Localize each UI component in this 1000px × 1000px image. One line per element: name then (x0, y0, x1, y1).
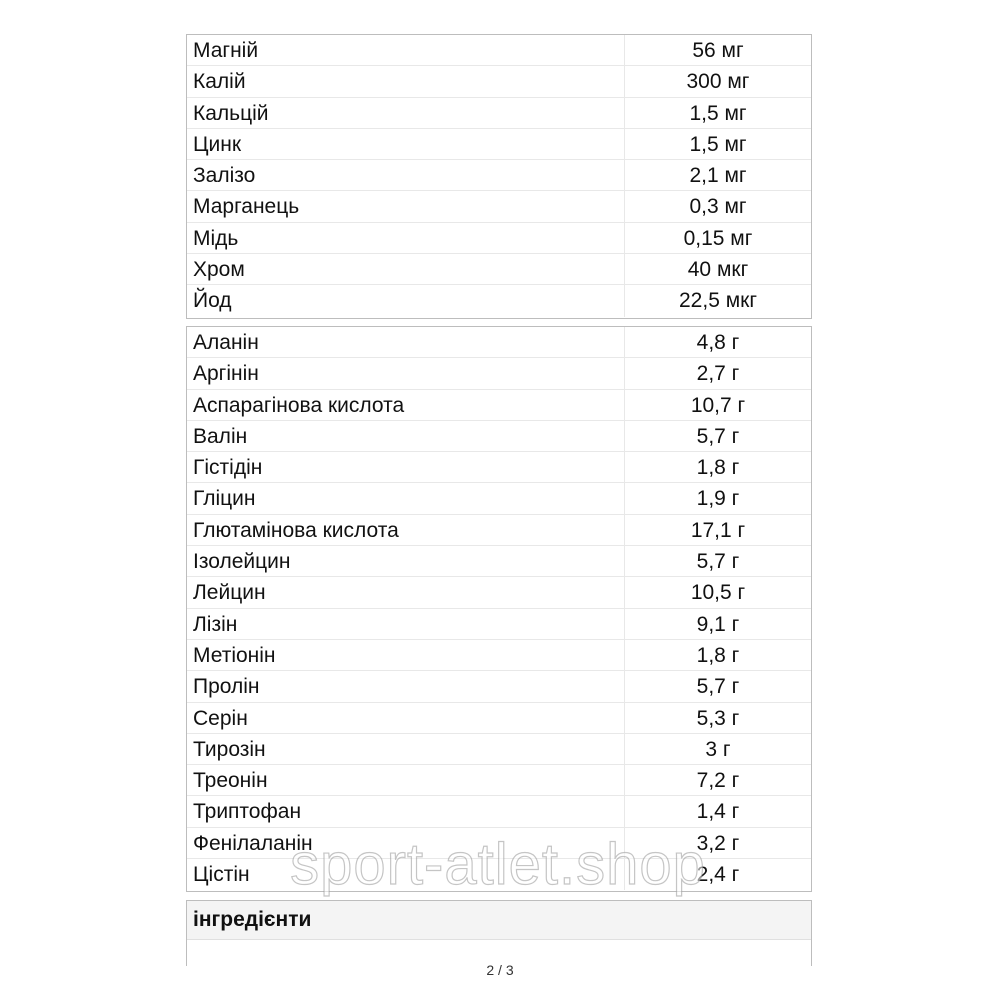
amino-acid-row (187, 546, 811, 577)
nutrient-name: Аргінін (187, 358, 625, 388)
amino-acids-table (186, 326, 812, 892)
mineral-row (187, 66, 811, 97)
nutrient-name: Магній (187, 35, 625, 65)
nutrient-value: 9,1 г (696, 612, 740, 636)
watermark: sport-atlet.shop (290, 832, 706, 897)
nutrient-name: Гістідін (187, 452, 625, 482)
nutrient-value: 1,8 г (696, 643, 740, 667)
nutrient-name: Глютамінова кислота (187, 515, 625, 545)
amino-acid-row (187, 671, 811, 702)
mineral-row (187, 223, 811, 254)
amino-acid-row (187, 765, 811, 796)
nutrient-value: 3 г (705, 737, 731, 761)
nutrient-name: Залізо (187, 160, 625, 190)
amino-acid-row (187, 640, 811, 671)
nutrient-name: Лізін (187, 609, 625, 639)
amino-acid-row (187, 796, 811, 827)
nutrient-name: Лейцин (187, 577, 625, 607)
nutrient-name: Кальцій (187, 98, 625, 128)
nutrient-value: 1,4 г (696, 800, 740, 824)
amino-acid-row (187, 703, 811, 734)
nutrient-name: Триптофан (187, 796, 625, 826)
mineral-row (187, 254, 811, 285)
page-indicator: 2 / 3 (486, 962, 514, 978)
nutrient-name: Аланін (187, 327, 625, 357)
nutrient-value: 2,7 г (696, 362, 740, 386)
mineral-row (187, 98, 811, 129)
amino-acid-row (187, 515, 811, 546)
mineral-row (187, 285, 811, 316)
nutrient-value: 7,2 г (696, 769, 740, 793)
amino-acid-row (187, 859, 811, 890)
amino-acid-row (187, 452, 811, 483)
nutrient-value: 22,5 мкг (679, 289, 757, 313)
amino-acid-row (187, 577, 811, 608)
nutrient-value: 300 мг (686, 70, 750, 94)
ingredients-section (186, 900, 812, 966)
nutrient-name: Серін (187, 703, 625, 733)
ingredients-heading: інгредієнти (187, 901, 811, 940)
amino-acid-row (187, 327, 811, 358)
nutrient-name: Метіонін (187, 640, 625, 670)
nutrient-value: 5,7 г (696, 424, 740, 448)
amino-acid-row (187, 421, 811, 452)
nutrient-name: Хром (187, 254, 625, 284)
amino-acid-row (187, 483, 811, 514)
nutrient-name: Цістін (187, 859, 625, 890)
amino-acid-row (187, 828, 811, 859)
nutrient-value: 56 мг (692, 39, 744, 62)
amino-acid-row (187, 358, 811, 389)
nutrient-value: 2,4 г (696, 863, 740, 887)
nutrient-value: 3,2 г (696, 831, 740, 855)
amino-acid-row (187, 390, 811, 421)
nutrient-name: Йод (187, 285, 625, 316)
nutrient-value: 1,9 г (696, 487, 740, 511)
amino-acid-row (187, 609, 811, 640)
nutrient-value: 40 мкг (687, 258, 749, 282)
nutrient-value: 5,3 г (696, 706, 740, 730)
nutrient-value: 0,15 мг (683, 226, 753, 250)
nutrient-value: 10,7 г (690, 393, 746, 417)
mineral-row (187, 129, 811, 160)
nutrient-name: Аспарагінова кислота (187, 390, 625, 420)
mineral-row (187, 160, 811, 191)
nutrient-value: 0,3 мг (689, 195, 747, 219)
mineral-row (187, 191, 811, 222)
nutrient-value: 5,7 г (696, 550, 740, 574)
nutrient-name: Валін (187, 421, 625, 451)
nutrient-value: 4,8 г (696, 331, 740, 354)
nutrient-name: Треонін (187, 765, 625, 795)
nutrient-value: 1,8 г (696, 456, 740, 480)
nutrient-name: Ізолейцин (187, 546, 625, 576)
nutrient-name: Пролін (187, 671, 625, 701)
nutrient-name: Фенілаланін (187, 828, 625, 858)
nutrient-value: 1,5 мг (689, 132, 747, 156)
nutrient-value: 17,1 г (690, 518, 746, 542)
nutrient-name: Гліцин (187, 483, 625, 513)
nutrient-name: Калій (187, 66, 625, 96)
nutrient-value: 10,5 г (690, 581, 746, 605)
nutrient-value: 2,1 мг (689, 164, 747, 188)
nutrient-value: 1,5 мг (689, 101, 747, 125)
nutrient-name: Мідь (187, 223, 625, 253)
mineral-row (187, 35, 811, 66)
nutrient-name: Тирозін (187, 734, 625, 764)
nutrient-name: Марганець (187, 191, 625, 221)
nutrient-name: Цинк (187, 129, 625, 159)
amino-acid-row (187, 734, 811, 765)
minerals-table (186, 34, 812, 319)
nutrient-value: 5,7 г (696, 675, 740, 699)
